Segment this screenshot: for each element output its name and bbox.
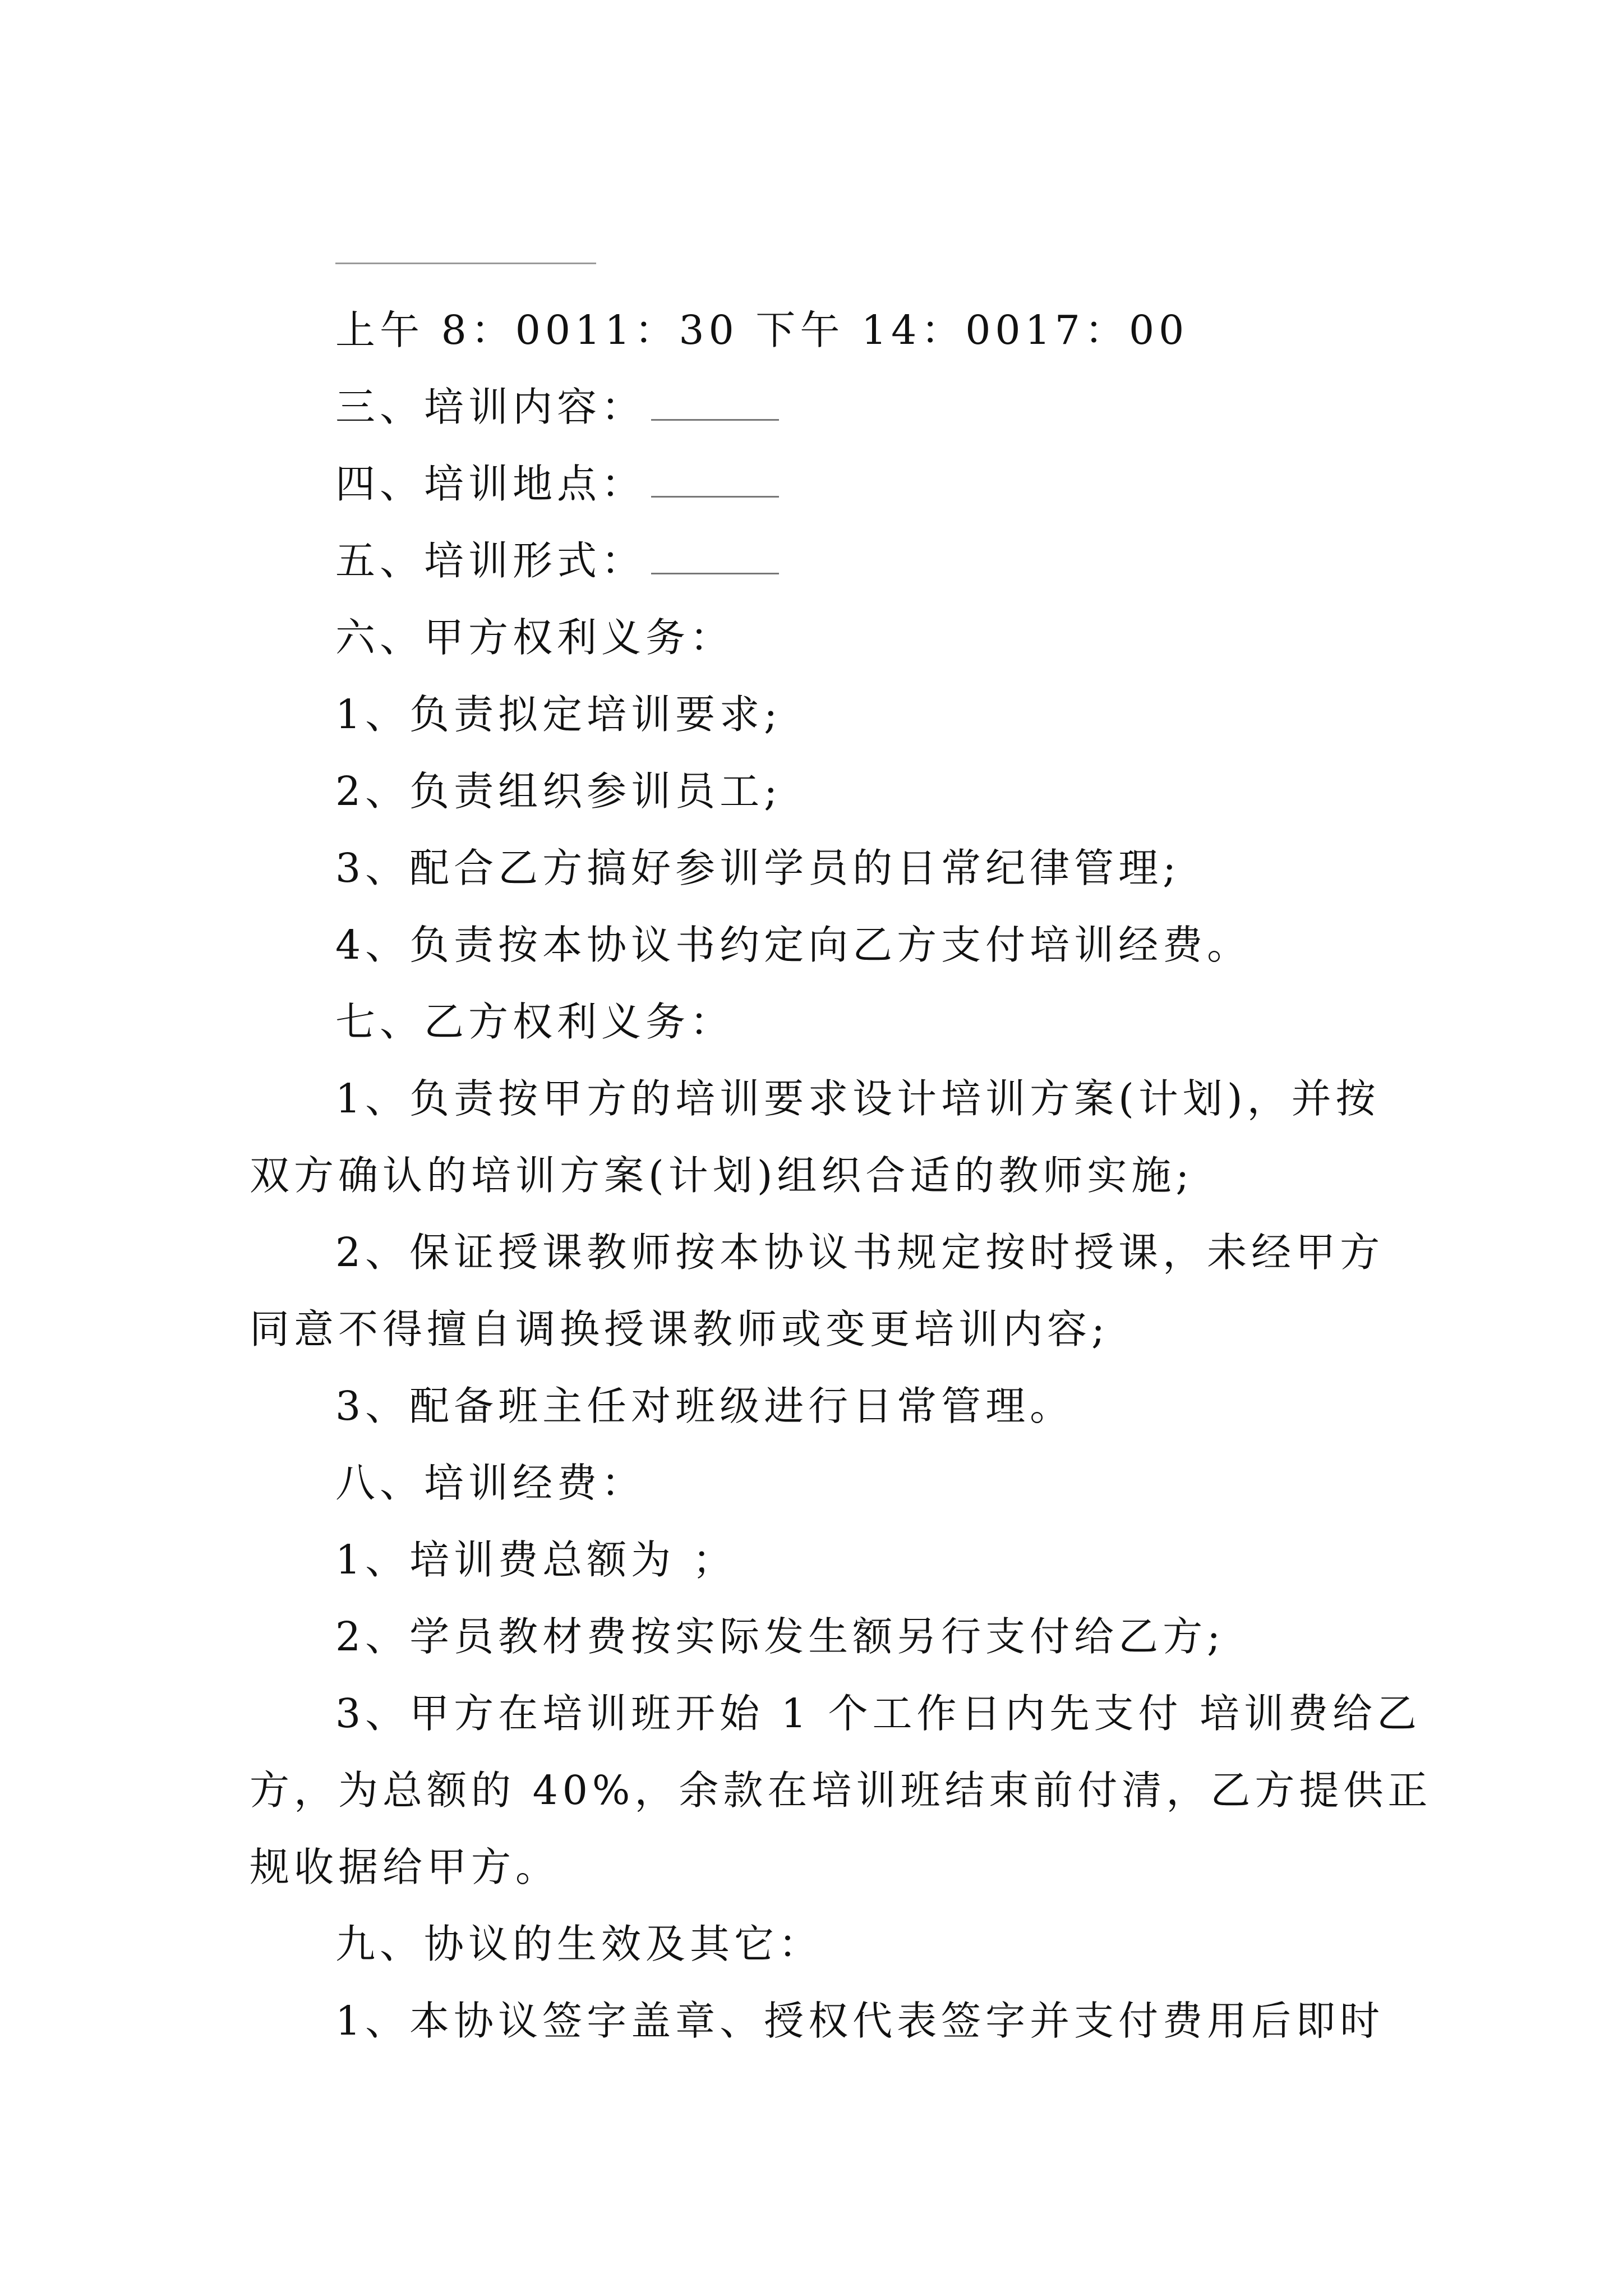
party-b-item-2-line-1: 2、保证授课教师按本协议书规定按时授课，未经甲方: [335, 1229, 1385, 1276]
fee-item-1: 1、培训费总额为 ；: [335, 1536, 737, 1583]
party-a-heading: 六、甲方权利义务：: [335, 614, 735, 661]
fee-item-3-line-1: 3、甲方在培训班开始 1 个工作日内先支付 培训费给乙: [335, 1690, 1422, 1737]
training-content-label: 三、培训内容：: [335, 384, 646, 430]
effect-item-1: 1、本协议签字盖章、授权代表签字并支付费用后即时: [335, 1998, 1385, 2044]
document-body: [250, 292, 1432, 2059]
fee-heading: 八、培训经费：: [335, 1460, 646, 1506]
training-time-line: 上午 8：0011：30 下午 14：0017：00: [335, 307, 1189, 353]
party-a-item-1: 1、负责拟定培训要求;: [335, 691, 782, 738]
training-form-blank: [651, 533, 779, 574]
training-form-label: 五、培训形式：: [335, 537, 646, 584]
fee-item-3-line-2: 方，为总额的 40%，余款在培训班结束前付清，乙方提供正: [250, 1767, 1432, 1814]
fee-item-3-line-3: 规收据给甲方。: [250, 1844, 560, 1890]
training-content-blank: [651, 380, 779, 421]
training-content-line: [250, 369, 1394, 445]
training-form-line: [250, 522, 1394, 599]
training-location-label: 四、培训地点：: [335, 461, 646, 507]
party-b-heading: 七、乙方权利义务：: [335, 999, 735, 1045]
training-location-blank: [651, 457, 779, 498]
fee-item-2: 2、学员教材费按实际发生额另行支付给乙方;: [335, 1613, 1225, 1660]
party-b-item-2-line-2: 同意不得擅自调换授课教师或变更培训内容;: [250, 1306, 1109, 1352]
training-location-line: [250, 445, 1394, 522]
effect-heading: 九、协议的生效及其它：: [335, 1921, 823, 1967]
party-a-item-3: 3、配合乙方搞好参训学员的日常纪律管理;: [335, 845, 1181, 891]
party-b-item-1-line-2: 双方确认的培训方案(计划)组织合适的教师实施;: [250, 1152, 1194, 1199]
party-a-item-2: 2、负责组织参训员工;: [335, 768, 782, 815]
top-divider: [335, 263, 596, 264]
party-b-item-3: 3、配备班主任对班级进行日常管理。: [335, 1383, 1075, 1429]
party-b-item-1-line-1: 1、负责按甲方的培训要求设计培训方案(计划)，并按: [335, 1075, 1380, 1122]
party-a-item-4: 4、负责按本协议书约定向乙方支付培训经费。: [335, 922, 1252, 968]
